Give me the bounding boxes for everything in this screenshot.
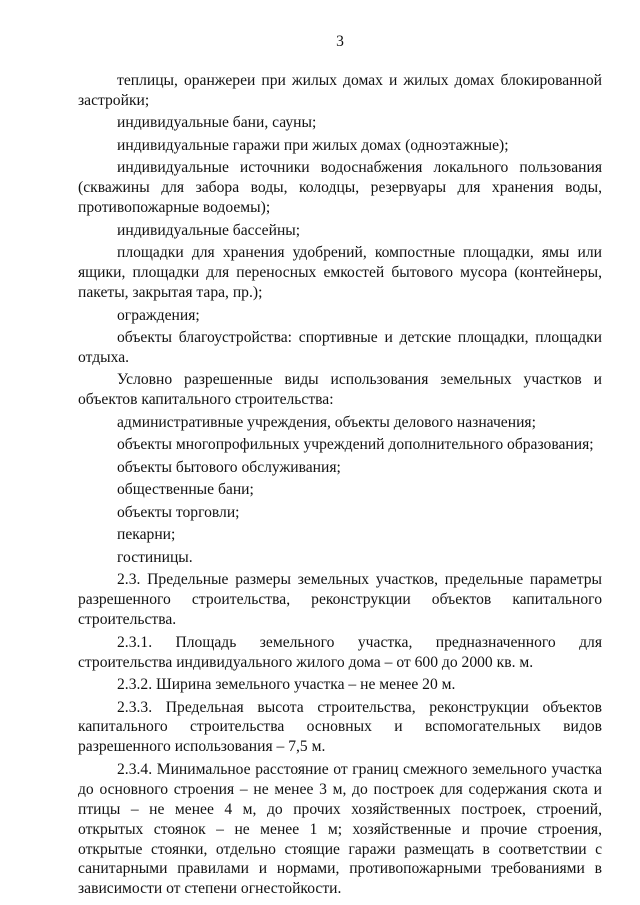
section-heading-2-3: 2.3. Предельные размеры земельных участков, предельные параметры разрешенного строительства, реконструкции объектов капитального строительства.: [78, 571, 602, 629]
paragraph: пекарни;: [117, 526, 176, 544]
paragraph: ограждения;: [117, 306, 200, 324]
clause-2-3-1: 2.3.1. Площадь земельного участка, предназначенного для строительства индивидуального жилого дома – от 600 до 2000 кв. м.: [78, 633, 602, 671]
clause-2-3-2: 2.3.2. Ширина земельного участка – не менее 20 м.: [117, 676, 456, 694]
paragraph: объекты благоустройства: спортивные и детские площадки, площадки отдыха.: [78, 329, 602, 366]
paragraph: индивидуальные источники водоснабжения локального пользования (скважины для забора воды, колодцы, резервуары для хранения воды, противопожарные водоемы);: [78, 159, 602, 217]
paragraph: гостиницы.: [117, 548, 193, 566]
clause-2-3-4: 2.3.4. Минимальное расстояние от границ смежного земельного участка до основного строения – не менее 3 м, до построек для содержания скота и птицы – не менее 4 м, до прочих хозяйственных построек, строений, открытых стоянок – не менее 1 м; хозяйственные и прочие строения, открытые стоянки, отдельно стоящие гаражи размещать в соответствии с санитарными правилами и нормами, противопожарными требованиями в зависимости от степени огнестойкости.: [78, 760, 602, 898]
paragraph: теплицы, оранжереи при жилых домах и жилых домах блокированной застройки;: [78, 72, 602, 109]
paragraph: общественные бани;: [117, 481, 254, 499]
paragraph: объекты многопрофильных учреждений дополнительного образования;: [117, 436, 594, 454]
paragraph: объекты бытового обслуживания;: [117, 458, 341, 476]
paragraph: Условно разрешенные виды использования земельных участков и объектов капитального строительства:: [78, 371, 602, 409]
paragraph: площадки для хранения удобрений, компостные площадки, ямы или ящики, площадки для переносных емкостей бытового мусора (контейнеры, пакеты, закрытая тара, пр.);: [78, 244, 602, 302]
page-number: 3: [336, 33, 344, 50]
paragraph: объекты торговли;: [117, 503, 240, 521]
document-body: [78, 71, 602, 899]
clause-2-3-3: 2.3.3. Предельная высота строительства, реконструкции объектов капитального строительства основных и вспомогательных видов разрешенного использования – 7,5 м.: [78, 698, 602, 756]
paragraph: индивидуальные бани, сауны;: [117, 114, 317, 132]
paragraph: административные учреждения, объекты делового назначения;: [117, 413, 536, 431]
paragraph: индивидуальные бассейны;: [117, 221, 301, 239]
paragraph: индивидуальные гаражи при жилых домах (одноэтажные);: [117, 136, 509, 154]
